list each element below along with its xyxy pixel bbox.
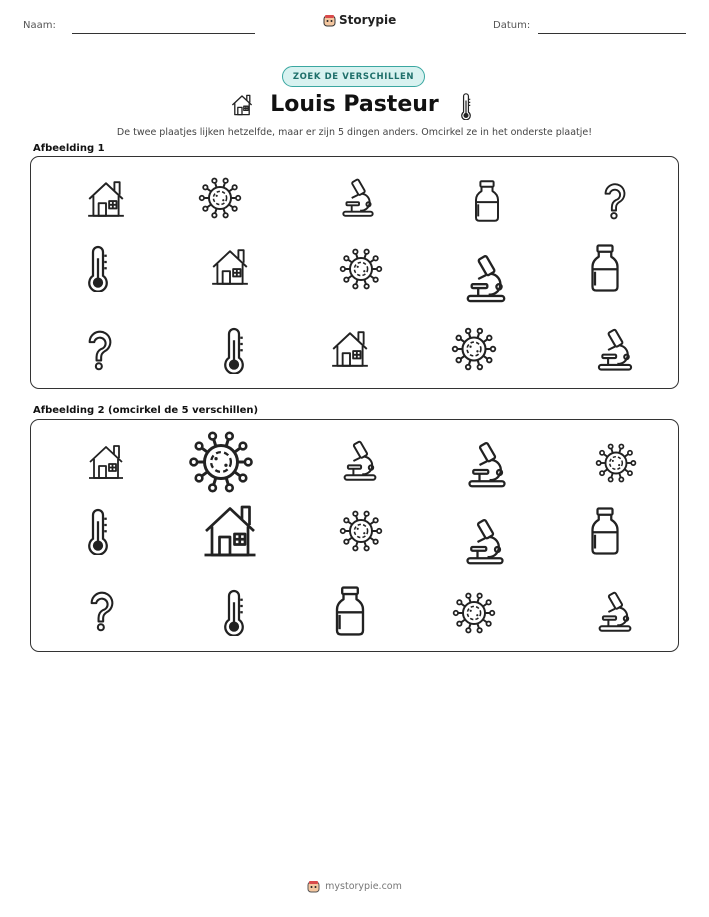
milk-bottle-icon [580,243,630,293]
house-icon [209,246,251,288]
microscope-icon [337,177,379,219]
storypie-mascot-icon [323,14,336,27]
microscope-icon[interactable] [338,439,382,483]
thermometer-icon [458,92,474,120]
activity-badge: ZOEK DE VERSCHILLEN [282,66,425,87]
virus-icon[interactable] [188,429,254,495]
virus-icon [339,247,383,291]
name-label: Naam: [23,20,56,31]
virus-icon[interactable] [339,509,383,553]
storypie-mascot-icon [307,880,320,893]
instructions: De twee plaatjes lijken hetzelfde, maar er zijn 5 dingen anders. Omcirkel ze in het onderste plaatje! [116,127,593,138]
footer-url: mystorypie.com [325,881,402,892]
microscope-icon [592,327,638,373]
microscope-icon[interactable] [460,517,510,567]
house-icon[interactable] [86,442,126,482]
name-line[interactable] [72,33,255,34]
microscope-icon[interactable] [462,440,512,490]
virus-icon [198,176,242,220]
milk-bottle-icon[interactable] [580,506,630,556]
page-title: Louis Pasteur [270,92,439,117]
virus-icon[interactable] [595,442,637,484]
footer [0,880,709,893]
thermometer-icon [73,242,123,292]
milk-bottle-icon [465,179,509,223]
virus-icon [451,326,497,372]
house-icon[interactable] [200,501,260,561]
house-icon [85,178,127,220]
picture1-label: Afbeelding 1 [33,143,105,154]
picture2-panel[interactable] [30,419,679,652]
microscope-icon[interactable] [593,590,637,634]
thermometer-icon[interactable] [209,586,259,636]
brand-logo [323,13,396,27]
milk-bottle-icon[interactable] [324,585,376,637]
thermometer-icon[interactable] [73,505,123,555]
date-label: Datum: [493,20,531,31]
date-line[interactable] [538,33,686,34]
picture1-panel [30,156,679,389]
house-icon [329,328,371,370]
microscope-icon [460,253,512,305]
question-mark-icon [77,326,123,372]
brand-name: Storypie [339,13,397,27]
virus-icon[interactable] [452,591,496,635]
thermometer-icon [209,324,259,374]
question-mark-icon[interactable] [79,587,125,633]
picture2-label: Afbeelding 2 (omcirkel de 5 verschillen) [33,405,259,416]
question-mark-icon [594,179,636,221]
